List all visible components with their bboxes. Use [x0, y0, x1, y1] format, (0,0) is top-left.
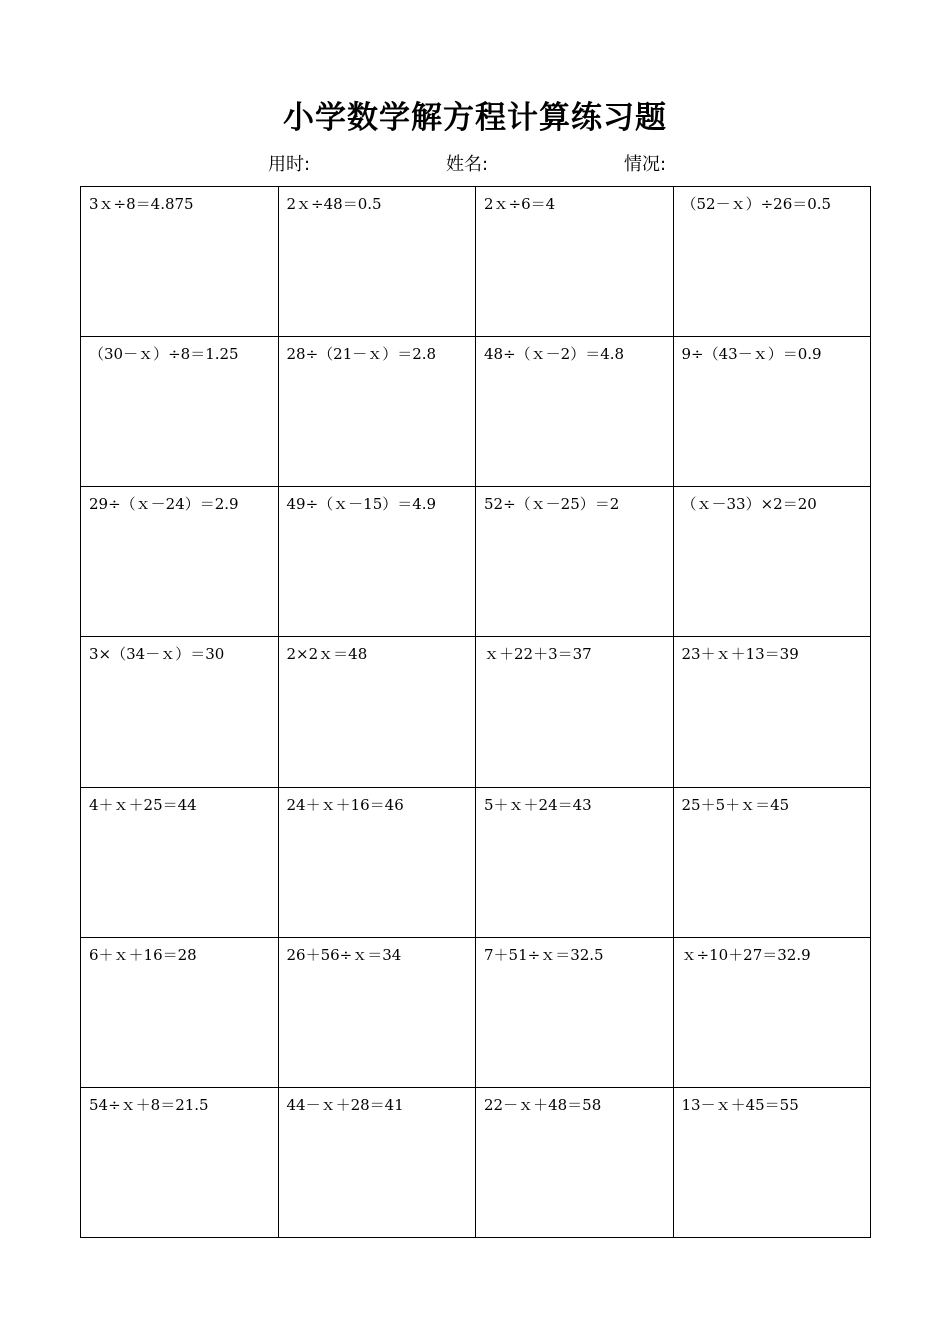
equation-cell [673, 337, 871, 487]
equation-text: 44－ｘ＋28＝41 [286, 1095, 404, 1114]
equation-text: 28÷（21－ｘ）＝2.8 [286, 345, 437, 364]
equation-cell [476, 187, 674, 337]
equation-cell [81, 187, 279, 337]
equation-text: 52÷（ｘ－25）＝2 [484, 495, 620, 514]
equation-text: 23＋ｘ＋13＝39 [681, 645, 799, 664]
equation-text: 26＋56÷ｘ＝34 [286, 945, 402, 964]
equation-text: 2×2ｘ＝48 [286, 645, 368, 664]
page-title: 小学数学解方程计算练习题 [283, 100, 667, 136]
equation-text: 48÷（ｘ－2）＝4.8 [484, 345, 625, 364]
equation-text: 3ｘ÷8＝4.875 [89, 195, 194, 213]
equation-cell [278, 487, 476, 637]
equation-text: 9÷（43－ｘ）＝0.9 [681, 345, 822, 364]
equation-text: （52－ｘ）÷26＝0.5 [681, 195, 832, 213]
equation-cell [278, 1087, 476, 1237]
equation-grid [80, 186, 871, 1238]
equation-cell [81, 787, 279, 937]
equation-cell [278, 937, 476, 1087]
equation-cell [278, 787, 476, 937]
equation-cell [278, 337, 476, 487]
name-label: 姓名: [446, 154, 489, 175]
equation-cell [81, 337, 279, 487]
equation-text: 24＋ｘ＋16＝46 [286, 795, 404, 814]
equation-text: ｘ÷10＋27＝32.9 [681, 945, 811, 964]
equation-cell [673, 1087, 871, 1237]
equation-cell [673, 187, 871, 337]
equation-text: 49÷（ｘ－15）＝4.9 [286, 495, 437, 514]
equation-cell [81, 637, 279, 787]
equation-cell [673, 787, 871, 937]
equation-cell [278, 637, 476, 787]
equation-cell [476, 337, 674, 487]
table-row [81, 487, 871, 637]
equation-text: 3×（34－ｘ）＝30 [89, 645, 225, 664]
equation-text: 54÷ｘ＋8＝21.5 [89, 1095, 209, 1114]
equation-text: 7＋51÷ｘ＝32.5 [484, 945, 604, 964]
status-label: 情况: [624, 154, 667, 175]
equation-text: 29÷（ｘ－24）＝2.9 [89, 495, 239, 514]
equation-cell [81, 487, 279, 637]
equation-text: ｘ＋22＋3＝37 [484, 645, 592, 664]
equation-text: 22－ｘ＋48＝58 [484, 1095, 602, 1114]
table-row [81, 1087, 871, 1237]
table-row [81, 937, 871, 1087]
equation-cell [476, 1087, 674, 1237]
equation-text: 5＋ｘ＋24＝43 [484, 795, 592, 814]
equation-cell [476, 637, 674, 787]
equation-cell [476, 937, 674, 1087]
table-row [81, 637, 871, 787]
equation-cell [476, 787, 674, 937]
equation-cell [278, 187, 476, 337]
equation-text: 2ｘ÷48＝0.5 [286, 195, 382, 213]
table-row [81, 787, 871, 937]
equation-text: 25＋5＋ｘ＝45 [681, 795, 790, 814]
equation-text: （ｘ－33）×2＝20 [681, 495, 817, 514]
equation-cell [673, 487, 871, 637]
equation-text: 4＋ｘ＋25＝44 [89, 795, 197, 814]
equation-text: 6＋ｘ＋16＝28 [89, 945, 197, 964]
equation-cell [673, 937, 871, 1087]
equation-cell [81, 937, 279, 1087]
equation-text: 13－ｘ＋45＝55 [681, 1095, 799, 1114]
time-label: 用时: [268, 154, 311, 175]
table-row [81, 187, 871, 337]
equation-cell [476, 487, 674, 637]
equation-cell [673, 637, 871, 787]
equation-text: 2ｘ÷6＝4 [484, 195, 556, 213]
equation-text: （30－ｘ）÷8＝1.25 [89, 345, 239, 364]
equation-cell [81, 1087, 279, 1237]
table-row [81, 337, 871, 487]
